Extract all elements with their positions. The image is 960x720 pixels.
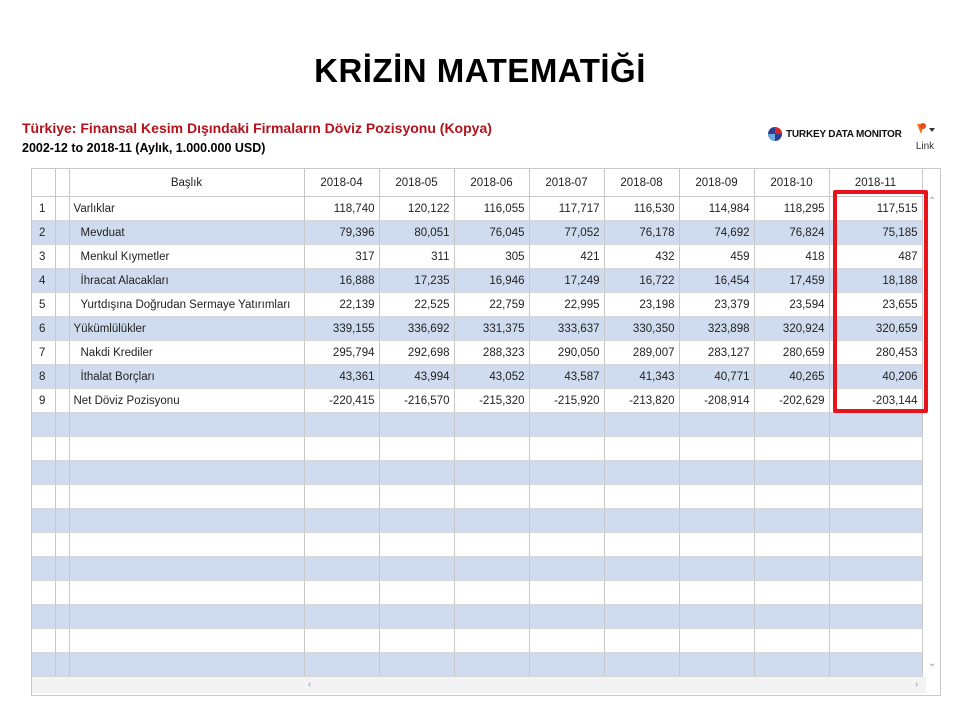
table-cell[interactable] bbox=[379, 533, 454, 557]
table-cell[interactable] bbox=[679, 413, 754, 437]
table-cell[interactable]: 487 bbox=[829, 245, 922, 269]
table-cell[interactable] bbox=[679, 605, 754, 629]
table-cell[interactable]: 76,178 bbox=[604, 221, 679, 245]
table-cell[interactable] bbox=[604, 461, 679, 485]
table-cell[interactable] bbox=[754, 437, 829, 461]
table-cell[interactable] bbox=[604, 581, 679, 605]
table-row-empty[interactable] bbox=[32, 413, 922, 437]
table-cell[interactable] bbox=[754, 557, 829, 581]
table-cell[interactable] bbox=[454, 461, 529, 485]
table-cell[interactable] bbox=[754, 581, 829, 605]
table-row[interactable] bbox=[32, 365, 922, 389]
table-cell[interactable]: 23,655 bbox=[829, 293, 922, 317]
column-header[interactable]: 2018-06 bbox=[454, 169, 529, 197]
table-cell[interactable] bbox=[829, 413, 922, 437]
report-subtitle: 2002-12 to 2018-11 (Aylık, 1.000.000 USD) bbox=[22, 141, 266, 155]
table-cell[interactable] bbox=[454, 485, 529, 509]
scroll-down-icon[interactable]: ⌄ bbox=[928, 658, 937, 669]
table-cell[interactable] bbox=[754, 509, 829, 533]
table-cell[interactable]: 459 bbox=[679, 245, 754, 269]
table-cell[interactable]: 16,946 bbox=[454, 269, 529, 293]
table-row-empty[interactable] bbox=[32, 653, 922, 677]
table-cell[interactable] bbox=[754, 629, 829, 653]
table-cell[interactable]: 323,898 bbox=[679, 317, 754, 341]
table-cell[interactable] bbox=[604, 653, 679, 677]
row-gutter[interactable] bbox=[55, 389, 69, 413]
table-cell[interactable]: 339,155 bbox=[304, 317, 379, 341]
table-cell[interactable] bbox=[454, 605, 529, 629]
table-row-empty[interactable] bbox=[32, 461, 922, 485]
row-gutter[interactable] bbox=[55, 197, 69, 221]
row-index[interactable]: 5 bbox=[32, 293, 55, 317]
row-index[interactable]: 3 bbox=[32, 245, 55, 269]
table-cell[interactable] bbox=[379, 557, 454, 581]
table-cell[interactable] bbox=[604, 533, 679, 557]
table-cell[interactable] bbox=[754, 653, 829, 677]
table-cell[interactable] bbox=[754, 485, 829, 509]
table-cell[interactable]: 17,235 bbox=[379, 269, 454, 293]
row-label[interactable] bbox=[69, 557, 304, 581]
data-table bbox=[32, 169, 923, 677]
row-gutter[interactable] bbox=[55, 581, 69, 605]
row-label[interactable] bbox=[69, 437, 304, 461]
table-cell[interactable] bbox=[604, 509, 679, 533]
table-cell[interactable] bbox=[304, 509, 379, 533]
row-index[interactable] bbox=[32, 437, 55, 461]
table-cell[interactable] bbox=[529, 461, 604, 485]
scroll-left-icon[interactable]: ‹ bbox=[308, 679, 312, 690]
table-cell[interactable]: -220,415 bbox=[304, 389, 379, 413]
table-cell[interactable]: 333,637 bbox=[529, 317, 604, 341]
row-label[interactable]: Yurtdışına Doğrudan Sermaye Yatırımları bbox=[69, 293, 304, 317]
table-cell[interactable]: 43,587 bbox=[529, 365, 604, 389]
table-cell[interactable] bbox=[304, 533, 379, 557]
table-cell[interactable]: 76,824 bbox=[754, 221, 829, 245]
table-cell[interactable]: 23,379 bbox=[679, 293, 754, 317]
table-cell[interactable] bbox=[829, 557, 922, 581]
row-gutter[interactable] bbox=[55, 365, 69, 389]
table-cell[interactable]: 114,984 bbox=[679, 197, 754, 221]
table-cell[interactable]: 290,050 bbox=[529, 341, 604, 365]
table-cell[interactable]: 16,722 bbox=[604, 269, 679, 293]
table-cell[interactable] bbox=[529, 509, 604, 533]
table-cell[interactable]: 40,265 bbox=[754, 365, 829, 389]
table-header-row bbox=[32, 169, 922, 197]
table-cell[interactable]: 43,361 bbox=[304, 365, 379, 389]
row-label[interactable] bbox=[69, 461, 304, 485]
table-cell[interactable]: -203,144 bbox=[829, 389, 922, 413]
table-cell[interactable] bbox=[679, 533, 754, 557]
table-cell[interactable]: 288,323 bbox=[454, 341, 529, 365]
table-cell[interactable]: 22,139 bbox=[304, 293, 379, 317]
table-cell[interactable]: 22,759 bbox=[454, 293, 529, 317]
row-gutter[interactable] bbox=[55, 245, 69, 269]
table-cell[interactable]: 16,454 bbox=[679, 269, 754, 293]
table-cell[interactable]: 117,717 bbox=[529, 197, 604, 221]
row-label[interactable] bbox=[69, 581, 304, 605]
table-cell[interactable] bbox=[754, 461, 829, 485]
table-row[interactable] bbox=[32, 245, 922, 269]
table-cell[interactable] bbox=[304, 557, 379, 581]
table-cell[interactable]: -216,570 bbox=[379, 389, 454, 413]
table-cell[interactable]: 118,295 bbox=[754, 197, 829, 221]
table-row-empty[interactable] bbox=[32, 533, 922, 557]
table-cell[interactable] bbox=[454, 437, 529, 461]
table-cell[interactable] bbox=[379, 509, 454, 533]
row-gutter[interactable] bbox=[55, 293, 69, 317]
table-cell[interactable] bbox=[304, 485, 379, 509]
table-cell[interactable]: 118,740 bbox=[304, 197, 379, 221]
table-cell[interactable]: 43,994 bbox=[379, 365, 454, 389]
row-label[interactable] bbox=[69, 485, 304, 509]
slide-title: KRİZİN MATEMATİĞİ bbox=[314, 52, 646, 89]
column-header[interactable]: 2018-10 bbox=[754, 169, 829, 197]
row-gutter[interactable] bbox=[55, 485, 69, 509]
row-label[interactable]: Yükümlülükler bbox=[69, 317, 304, 341]
table-cell[interactable]: 40,206 bbox=[829, 365, 922, 389]
row-gutter[interactable] bbox=[55, 557, 69, 581]
table-cell[interactable] bbox=[304, 413, 379, 437]
row-label[interactable]: Net Döviz Pozisyonu bbox=[69, 389, 304, 413]
table-cell[interactable] bbox=[754, 533, 829, 557]
table-cell[interactable] bbox=[604, 629, 679, 653]
table-cell[interactable] bbox=[454, 533, 529, 557]
table-cell[interactable]: 18,188 bbox=[829, 269, 922, 293]
row-index[interactable] bbox=[32, 653, 55, 677]
column-header[interactable]: 2018-05 bbox=[379, 169, 454, 197]
report-title bbox=[22, 120, 492, 136]
table-cell[interactable]: 320,924 bbox=[754, 317, 829, 341]
row-index[interactable]: 2 bbox=[32, 221, 55, 245]
table-cell[interactable]: 40,771 bbox=[679, 365, 754, 389]
row-gutter[interactable] bbox=[55, 461, 69, 485]
row-index[interactable] bbox=[32, 509, 55, 533]
table-row[interactable] bbox=[32, 221, 922, 245]
table-cell[interactable]: 17,249 bbox=[529, 269, 604, 293]
table-cell[interactable]: 80,051 bbox=[379, 221, 454, 245]
table-cell[interactable] bbox=[529, 533, 604, 557]
table-cell[interactable]: -208,914 bbox=[679, 389, 754, 413]
column-header[interactable]: 2018-09 bbox=[679, 169, 754, 197]
row-gutter[interactable] bbox=[55, 341, 69, 365]
link-button[interactable] bbox=[913, 122, 937, 152]
table-cell[interactable]: 280,453 bbox=[829, 341, 922, 365]
table-cell[interactable] bbox=[829, 653, 922, 677]
table-row[interactable] bbox=[32, 293, 922, 317]
table-cell[interactable]: 77,052 bbox=[529, 221, 604, 245]
row-label[interactable] bbox=[69, 629, 304, 653]
row-index[interactable] bbox=[32, 557, 55, 581]
turkey-data-monitor-logo bbox=[767, 126, 902, 142]
row-gutter[interactable] bbox=[55, 605, 69, 629]
row-gutter[interactable] bbox=[55, 317, 69, 341]
table-cell[interactable]: 311 bbox=[379, 245, 454, 269]
row-gutter[interactable] bbox=[55, 437, 69, 461]
table-cell[interactable] bbox=[304, 581, 379, 605]
row-label[interactable]: İthalat Borçları bbox=[69, 365, 304, 389]
table-cell[interactable] bbox=[304, 653, 379, 677]
column-header-label[interactable]: Başlık bbox=[69, 169, 304, 197]
column-header[interactable]: 2018-04 bbox=[304, 169, 379, 197]
table-row-empty[interactable] bbox=[32, 557, 922, 581]
scroll-up-icon[interactable]: ⌃ bbox=[928, 196, 937, 207]
table-cell[interactable] bbox=[379, 413, 454, 437]
row-label[interactable] bbox=[69, 653, 304, 677]
table-cell[interactable]: -202,629 bbox=[754, 389, 829, 413]
table-cell[interactable]: 418 bbox=[754, 245, 829, 269]
row-index[interactable]: 7 bbox=[32, 341, 55, 365]
table-cell[interactable] bbox=[379, 461, 454, 485]
table-row-empty[interactable] bbox=[32, 605, 922, 629]
row-label[interactable]: Mevduat bbox=[69, 221, 304, 245]
link-label: Link bbox=[915, 141, 935, 152]
row-gutter[interactable] bbox=[55, 509, 69, 533]
table-row-empty[interactable] bbox=[32, 485, 922, 509]
table-cell[interactable] bbox=[454, 509, 529, 533]
table-cell[interactable] bbox=[679, 581, 754, 605]
row-index[interactable] bbox=[32, 533, 55, 557]
logo-text: TURKEY DATA MONITOR bbox=[786, 128, 902, 140]
table-cell[interactable] bbox=[529, 581, 604, 605]
table-cell[interactable] bbox=[829, 485, 922, 509]
table-cell[interactable] bbox=[829, 533, 922, 557]
data-grid bbox=[31, 168, 941, 696]
table-cell[interactable]: 305 bbox=[454, 245, 529, 269]
header-gutter bbox=[55, 169, 69, 197]
table-row-empty[interactable] bbox=[32, 509, 922, 533]
row-index[interactable] bbox=[32, 413, 55, 437]
table-cell[interactable] bbox=[754, 605, 829, 629]
table-cell[interactable]: 320,659 bbox=[829, 317, 922, 341]
table-cell[interactable] bbox=[529, 437, 604, 461]
header-corner bbox=[32, 169, 55, 197]
row-index[interactable]: 4 bbox=[32, 269, 55, 293]
table-cell[interactable] bbox=[829, 461, 922, 485]
table-cell[interactable] bbox=[379, 485, 454, 509]
table-cell[interactable] bbox=[604, 437, 679, 461]
table-cell[interactable] bbox=[454, 653, 529, 677]
row-index[interactable]: 6 bbox=[32, 317, 55, 341]
table-cell[interactable] bbox=[679, 461, 754, 485]
row-label[interactable]: İhracat Alacakları bbox=[69, 269, 304, 293]
table-cell[interactable] bbox=[379, 605, 454, 629]
table-cell[interactable]: -213,820 bbox=[604, 389, 679, 413]
table-cell[interactable] bbox=[754, 413, 829, 437]
table-cell[interactable] bbox=[304, 629, 379, 653]
table-cell[interactable]: 43,052 bbox=[454, 365, 529, 389]
table-cell[interactable] bbox=[379, 629, 454, 653]
table-cell[interactable] bbox=[529, 653, 604, 677]
table-cell[interactable] bbox=[529, 557, 604, 581]
table-cell[interactable]: 23,594 bbox=[754, 293, 829, 317]
column-header[interactable]: 2018-11 bbox=[829, 169, 922, 197]
row-gutter[interactable] bbox=[55, 269, 69, 293]
table-cell[interactable] bbox=[604, 557, 679, 581]
column-header[interactable]: 2018-07 bbox=[529, 169, 604, 197]
table-cell[interactable]: 17,459 bbox=[754, 269, 829, 293]
table-cell[interactable] bbox=[454, 413, 529, 437]
column-header[interactable]: 2018-08 bbox=[604, 169, 679, 197]
row-label[interactable]: Menkul Kıymetler bbox=[69, 245, 304, 269]
row-label[interactable] bbox=[69, 413, 304, 437]
table-row[interactable] bbox=[32, 197, 922, 221]
table-cell[interactable]: 330,350 bbox=[604, 317, 679, 341]
table-cell[interactable]: 116,055 bbox=[454, 197, 529, 221]
table-cell[interactable] bbox=[829, 581, 922, 605]
table-cell[interactable]: 331,375 bbox=[454, 317, 529, 341]
table-cell[interactable] bbox=[529, 413, 604, 437]
row-index[interactable] bbox=[32, 629, 55, 653]
table-cell[interactable]: 16,888 bbox=[304, 269, 379, 293]
table-cell[interactable]: 22,995 bbox=[529, 293, 604, 317]
table-cell[interactable]: 22,525 bbox=[379, 293, 454, 317]
table-cell[interactable]: 289,007 bbox=[604, 341, 679, 365]
table-cell[interactable] bbox=[679, 437, 754, 461]
table-cell[interactable] bbox=[829, 509, 922, 533]
table-row[interactable] bbox=[32, 341, 922, 365]
table-cell[interactable] bbox=[604, 413, 679, 437]
table-cell[interactable] bbox=[529, 485, 604, 509]
table-cell[interactable]: 421 bbox=[529, 245, 604, 269]
table-cell[interactable] bbox=[604, 605, 679, 629]
highlight-box bbox=[833, 190, 928, 413]
table-cell[interactable]: 76,045 bbox=[454, 221, 529, 245]
table-row-empty[interactable] bbox=[32, 437, 922, 461]
row-index[interactable] bbox=[32, 461, 55, 485]
horizontal-scrollbar[interactable] bbox=[32, 677, 926, 693]
table-cell[interactable] bbox=[454, 581, 529, 605]
row-label[interactable] bbox=[69, 533, 304, 557]
table-cell[interactable] bbox=[679, 485, 754, 509]
table-row-empty[interactable] bbox=[32, 629, 922, 653]
table-row[interactable] bbox=[32, 389, 922, 413]
table-cell[interactable] bbox=[829, 629, 922, 653]
row-gutter[interactable] bbox=[55, 221, 69, 245]
row-index[interactable] bbox=[32, 581, 55, 605]
table-cell[interactable]: 23,198 bbox=[604, 293, 679, 317]
table-cell[interactable] bbox=[304, 461, 379, 485]
row-gutter[interactable] bbox=[55, 533, 69, 557]
table-row[interactable] bbox=[32, 269, 922, 293]
table-cell[interactable] bbox=[454, 629, 529, 653]
table-cell[interactable]: -215,320 bbox=[454, 389, 529, 413]
table-cell[interactable] bbox=[304, 437, 379, 461]
table-cell[interactable] bbox=[379, 437, 454, 461]
table-cell[interactable]: 317 bbox=[304, 245, 379, 269]
table-cell[interactable]: 75,185 bbox=[829, 221, 922, 245]
row-index[interactable] bbox=[32, 605, 55, 629]
table-cell[interactable] bbox=[679, 557, 754, 581]
row-index[interactable] bbox=[32, 485, 55, 509]
table-cell[interactable] bbox=[454, 557, 529, 581]
row-index[interactable]: 8 bbox=[32, 365, 55, 389]
table-cell[interactable]: 117,515 bbox=[829, 197, 922, 221]
table-cell[interactable]: 41,343 bbox=[604, 365, 679, 389]
table-cell[interactable] bbox=[604, 485, 679, 509]
row-gutter[interactable] bbox=[55, 653, 69, 677]
scroll-right-icon[interactable]: › bbox=[915, 679, 919, 690]
report-title-text: Finansal Kesim Dışındaki Firmaların Döviz Pozisyonu (Kopya) bbox=[80, 120, 492, 136]
report-title-country: Türkiye: bbox=[22, 120, 77, 136]
table-cell[interactable]: 79,396 bbox=[304, 221, 379, 245]
table-row[interactable] bbox=[32, 317, 922, 341]
table-cell[interactable]: 120,122 bbox=[379, 197, 454, 221]
logo-globe-icon bbox=[767, 126, 783, 142]
table-cell[interactable]: 295,794 bbox=[304, 341, 379, 365]
table-cell[interactable]: 116,530 bbox=[604, 197, 679, 221]
table-cell[interactable] bbox=[829, 605, 922, 629]
table-row-empty[interactable] bbox=[32, 581, 922, 605]
row-gutter[interactable] bbox=[55, 413, 69, 437]
table-cell[interactable]: 292,698 bbox=[379, 341, 454, 365]
table-cell[interactable]: 432 bbox=[604, 245, 679, 269]
table-cell[interactable] bbox=[829, 437, 922, 461]
table-cell[interactable] bbox=[679, 653, 754, 677]
row-label[interactable]: Nakdi Krediler bbox=[69, 341, 304, 365]
table-cell[interactable] bbox=[529, 629, 604, 653]
table-cell[interactable]: 336,692 bbox=[379, 317, 454, 341]
link-icon bbox=[914, 122, 936, 136]
table-cell[interactable] bbox=[679, 629, 754, 653]
table-cell[interactable] bbox=[679, 509, 754, 533]
table-cell[interactable] bbox=[379, 653, 454, 677]
row-index[interactable]: 1 bbox=[32, 197, 55, 221]
row-label[interactable]: Varlıklar bbox=[69, 197, 304, 221]
row-gutter[interactable] bbox=[55, 629, 69, 653]
row-label[interactable] bbox=[69, 605, 304, 629]
table-cell[interactable]: 280,659 bbox=[754, 341, 829, 365]
table-cell[interactable]: -215,920 bbox=[529, 389, 604, 413]
table-cell[interactable]: 283,127 bbox=[679, 341, 754, 365]
table-cell[interactable] bbox=[529, 605, 604, 629]
row-index[interactable]: 9 bbox=[32, 389, 55, 413]
table-cell[interactable] bbox=[304, 605, 379, 629]
table-cell[interactable] bbox=[379, 581, 454, 605]
table-cell[interactable]: 74,692 bbox=[679, 221, 754, 245]
row-label[interactable] bbox=[69, 509, 304, 533]
